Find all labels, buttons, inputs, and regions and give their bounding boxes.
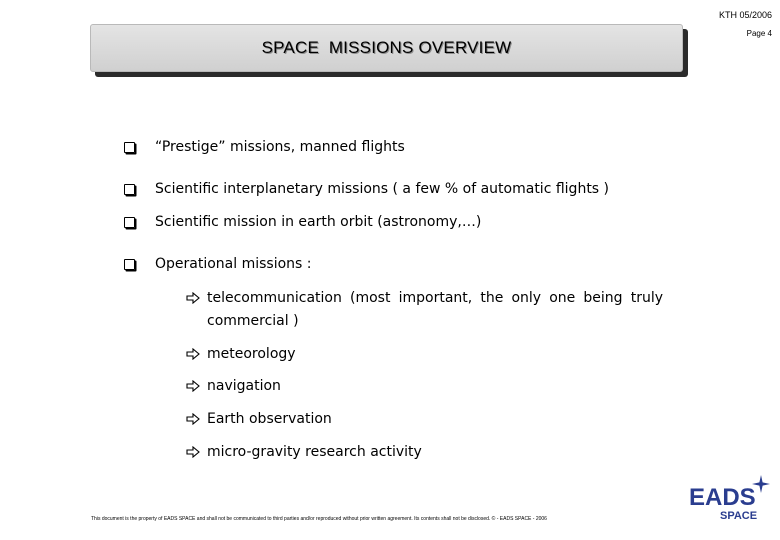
checkbox-bullet-icon: [124, 184, 135, 195]
logo-sub: SPACE: [720, 510, 758, 522]
checkbox-bullet-icon: [124, 142, 135, 153]
sub-bullet-text: micro-gravity research activity: [207, 444, 422, 460]
bullet-item: [124, 214, 481, 230]
page-number: Page 4: [746, 29, 772, 38]
bullet-item: [124, 139, 405, 155]
sub-bullet-item: [186, 343, 296, 366]
hollow-arrow-icon: [186, 292, 200, 304]
sub-bullet-text: meteorology: [207, 346, 296, 362]
footer-disclaimer: This document is the property of EADS SPACE and shall not be communicated to third parties and/or reproduced without prior written agreement. Its contents shall not be disclosed. © - EADS SPACE - 2006: [91, 516, 547, 522]
bullet-item: [124, 256, 312, 272]
sub-bullet-text: navigation: [207, 378, 281, 394]
sub-bullet-text: Earth observation: [207, 411, 332, 427]
title-box: [90, 24, 683, 72]
sub-bullet-item: [186, 287, 663, 333]
hollow-arrow-icon: [186, 348, 200, 360]
bullet-text: “Prestige” missions, manned flights: [155, 139, 405, 155]
hollow-arrow-icon: [186, 446, 200, 458]
bullet-item: [124, 181, 609, 197]
hollow-arrow-icon: [186, 413, 200, 425]
bullet-text: Scientific mission in earth orbit (astronomy,…): [155, 214, 482, 230]
sub-bullet-item: [186, 408, 332, 431]
checkbox-bullet-icon: [124, 217, 135, 228]
sub-bullet-item: [186, 441, 422, 464]
bullet-text: Operational missions :: [155, 256, 312, 272]
header-date: KTH 05/2006: [718, 10, 772, 20]
logo-name: EADS: [689, 484, 756, 511]
checkbox-bullet-icon: [124, 259, 135, 270]
page-title: SPACE MISSIONS OVERVIEW: [261, 38, 512, 57]
sub-bullet-item: [186, 375, 281, 398]
sub-bullet-text: telecommunication (most important, the only one being truly commercial ): [207, 290, 663, 329]
eads-space-logo: [686, 472, 774, 532]
hollow-arrow-icon: [186, 380, 200, 392]
bullet-text: Scientific interplanetary missions ( a few % of automatic flights ): [155, 181, 610, 197]
